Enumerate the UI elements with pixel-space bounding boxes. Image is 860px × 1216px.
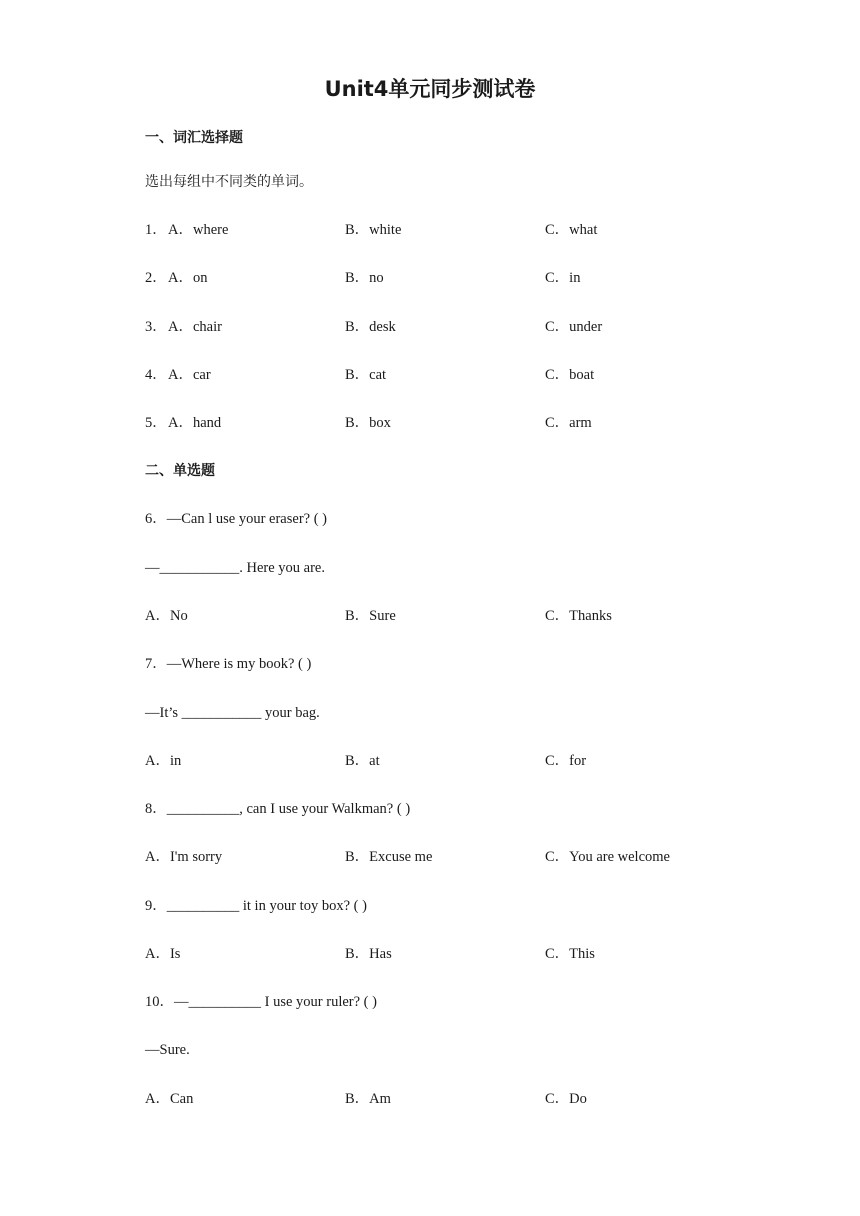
question-8-options: [0, 847, 860, 867]
question-9-options: [0, 944, 860, 964]
section-1-heading: 一、词汇选择题: [145, 130, 243, 146]
option-a: A．car: [168, 367, 211, 383]
option-a: A．where: [168, 222, 229, 238]
page-title: Unit4单元同步测试卷: [324, 77, 536, 101]
option-c: C．Do: [545, 1091, 587, 1107]
option-c: C．You are welcome: [545, 849, 670, 865]
option-c: C．in: [545, 270, 581, 286]
section-2-heading: 二、单选题: [145, 463, 215, 479]
question-2: [0, 268, 860, 288]
section-1-instruction: 选出每组中不同类的单词。: [145, 174, 313, 190]
option-b: B．no: [345, 270, 384, 286]
option-b: B．box: [345, 415, 391, 431]
option-c: C．under: [545, 319, 603, 335]
question-1: [0, 220, 860, 240]
option-a: A．in: [145, 753, 182, 769]
option-a: A．hand: [168, 415, 222, 431]
option-c: C．boat: [545, 367, 595, 383]
question-number: 1．: [145, 222, 167, 238]
question-number: 5．: [145, 415, 167, 431]
question-number: 3．: [145, 319, 167, 335]
option-b: B．at: [345, 753, 380, 769]
question-6-dialogue: —___________. Here you are.: [145, 560, 325, 576]
option-b: B．Am: [345, 1091, 391, 1107]
option-b: B．Excuse me: [345, 849, 433, 865]
question-9-stem: 9．__________ it in your toy box? ( ): [145, 898, 367, 914]
question-7-stem: 7．—Where is my book? ( ): [145, 656, 312, 672]
question-7-options: [0, 751, 860, 771]
question-number: 4．: [145, 367, 167, 383]
option-c: C．for: [545, 753, 587, 769]
question-3: [0, 317, 860, 337]
question-10-dialogue: —Sure.: [145, 1042, 190, 1058]
question-10-stem: 10．—__________ I use your ruler? ( ): [145, 994, 377, 1010]
option-a: A．No: [145, 608, 188, 624]
option-b: B．white: [345, 222, 402, 238]
question-10-options: [0, 1089, 860, 1109]
option-b: B．Sure: [345, 608, 396, 624]
option-c: C．This: [545, 946, 595, 962]
option-a: A．on: [168, 270, 208, 286]
question-5: [0, 413, 860, 433]
option-a: A．chair: [168, 319, 222, 335]
option-c: C．arm: [545, 415, 592, 431]
option-b: B．Has: [345, 946, 392, 962]
question-4: [0, 365, 860, 385]
option-a: A．Can: [145, 1091, 194, 1107]
option-c: C．Thanks: [545, 608, 612, 624]
question-6-options: [0, 606, 860, 626]
question-number: 2．: [145, 270, 167, 286]
question-8-stem: 8．__________, can I use your Walkman? ( ): [145, 801, 411, 817]
option-c: C．what: [545, 222, 598, 238]
question-6-stem: 6．—Can l use your eraser? ( ): [145, 511, 327, 527]
option-a: A．Is: [145, 946, 181, 962]
option-a: A．I'm sorry: [145, 849, 223, 865]
option-b: B．desk: [345, 319, 396, 335]
question-7-dialogue: —It’s ___________ your bag.: [145, 705, 320, 721]
option-b: B．cat: [345, 367, 387, 383]
